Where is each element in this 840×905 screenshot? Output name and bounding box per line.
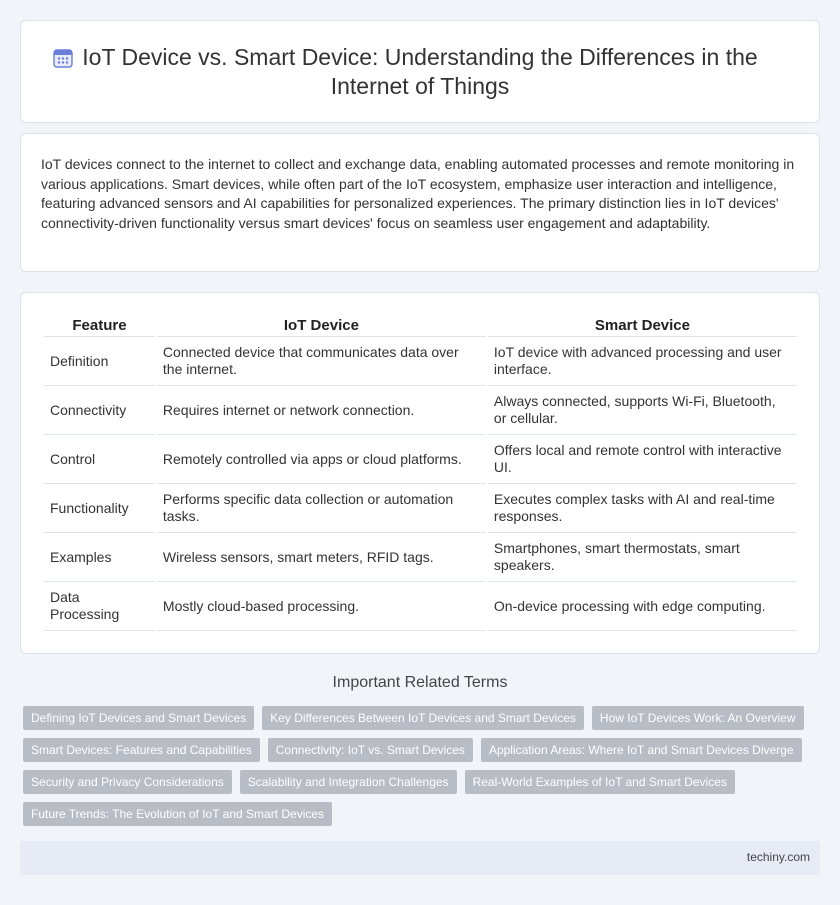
iot-cell: Mostly cloud-based processing. — [157, 582, 486, 631]
column-header: IoT Device — [157, 315, 486, 337]
title-card — [20, 20, 820, 123]
column-header: Feature — [44, 315, 155, 337]
table-row — [44, 435, 797, 484]
iot-cell: Connected device that communicates data over the internet. — [157, 337, 486, 386]
smart-cell: Offers local and remote control with interactive UI. — [488, 435, 797, 484]
smart-cell: Always connected, supports Wi-Fi, Bluetooth, or cellular. — [488, 386, 797, 435]
feature-cell: Connectivity — [44, 386, 155, 435]
related-term-tag[interactable]: Connectivity: IoT vs. Smart Devices — [268, 738, 473, 762]
comparison-card — [20, 292, 820, 654]
table-row — [44, 337, 797, 386]
iot-cell: Performs specific data collection or automation tasks. — [157, 484, 486, 533]
page-title: IoT Device vs. Smart Device: Understanding the Differences in the Internet of Things — [82, 44, 758, 99]
related-term-tag[interactable]: Application Areas: Where IoT and Smart Devices Diverge — [481, 738, 802, 762]
column-header: Smart Device — [488, 315, 797, 337]
smart-cell: Smartphones, smart thermostats, smart speakers. — [488, 533, 797, 582]
table-row — [44, 533, 797, 582]
table-row — [44, 386, 797, 435]
related-term-tag[interactable]: Real-World Examples of IoT and Smart Devices — [465, 770, 735, 794]
table-header-row — [44, 315, 797, 337]
smart-cell: IoT device with advanced processing and user interface. — [488, 337, 797, 386]
footer-bar — [20, 841, 820, 875]
related-term-tag[interactable]: How IoT Devices Work: An Overview — [592, 706, 804, 730]
iot-cell: Remotely controlled via apps or cloud platforms. — [157, 435, 486, 484]
feature-cell: Examples — [44, 533, 155, 582]
related-term-tag[interactable]: Security and Privacy Considerations — [23, 770, 232, 794]
intro-card — [20, 133, 820, 272]
table-row — [44, 484, 797, 533]
smart-cell: Executes complex tasks with AI and real-time responses. — [488, 484, 797, 533]
iot-cell: Wireless sensors, smart meters, RFID tags. — [157, 533, 486, 582]
comparison-table — [42, 315, 799, 631]
smart-cell: On-device processing with edge computing. — [488, 582, 797, 631]
feature-cell: Definition — [44, 337, 155, 386]
related-terms-heading: Important Related Terms — [332, 674, 508, 691]
related-term-tag[interactable]: Future Trends: The Evolution of IoT and Smart Devices — [23, 802, 332, 826]
feature-cell: Data Processing — [44, 582, 155, 631]
intro-paragraph: IoT devices connect to the internet to collect and exchange data, enabling automated processes and remote monitoring in various applications. Smart devices, while often part of the IoT ecosystem, emphasize user interaction and intelligence, featuring advanced sensors and AI capabilities for personalized experiences. The primary distinction lies in IoT devices' connectivity-driven functionality versus smart devices' focus on seamless user engagement and adaptability. — [41, 156, 795, 231]
related-terms-list — [23, 706, 813, 834]
feature-cell: Control — [44, 435, 155, 484]
related-term-tag[interactable]: Key Differences Between IoT Devices and Smart Devices — [262, 706, 584, 730]
related-term-tag[interactable]: Defining IoT Devices and Smart Devices — [23, 706, 254, 730]
iot-cell: Requires internet or network connection. — [157, 386, 486, 435]
related-term-tag[interactable]: Scalability and Integration Challenges — [240, 770, 457, 794]
footer-brand-link[interactable]: techiny.com — [746, 850, 810, 864]
table-row — [44, 582, 797, 631]
feature-cell: Functionality — [44, 484, 155, 533]
related-term-tag[interactable]: Smart Devices: Features and Capabilities — [23, 738, 260, 762]
